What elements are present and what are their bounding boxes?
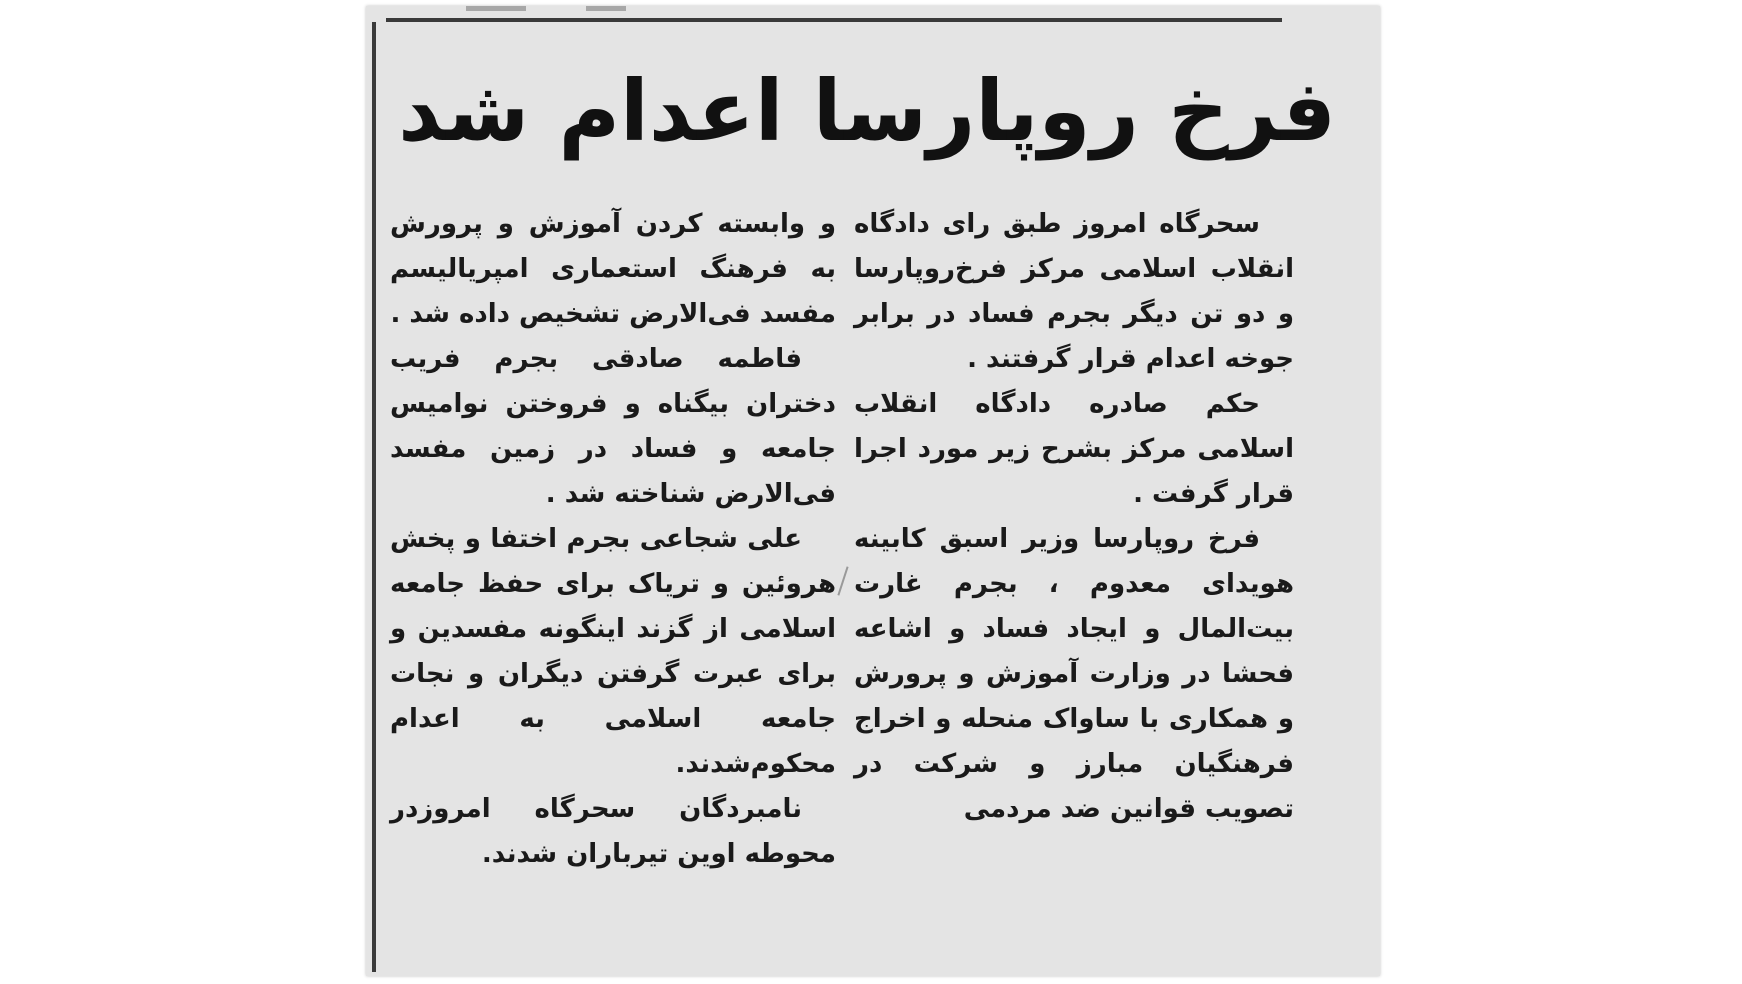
article-column-left: [390, 202, 836, 877]
paragraph: علی شجاعی بجرم اختفا و پخش هروئین و تریاک برای حفظ جامعه اسلامی از گزند اینگونه مفسدین و برای عبرت گرفتن دیگران و نجات جامعه اسلامی به اعدام محکوم‌شدند.: [390, 524, 836, 779]
paragraph: سحرگاه امروز طبق رای دادگاه انقلاب اسلامی مرکز فرخ‌روپارسا و دو تن دیگر بجرم فساد در برابر جوخه اعدام قرار گرفتند .: [854, 209, 1294, 374]
headline: فرخ روپارسا اعدام شد: [398, 62, 1336, 160]
paragraph: و وابسته کردن آموزش و پرورش به فرهنگ استعماری امپریالیسم مفسد فی‌الارض تشخیص داده شد .: [390, 209, 836, 329]
torn-top-edge: [466, 6, 526, 11]
paragraph: فرخ روپارسا وزیر اسبق کابینه هویدای معدوم ، بجرم غارت بیت‌المال و ایجاد فساد و اشاعه فحشا در وزارت آموزش و پرورش و همکاری با ساواک منحله و اخراج فرهنگیان مبارز و شرکت در تصویب قوانین ضد مردمی: [854, 524, 1294, 824]
left-rule: [372, 22, 376, 972]
column-divider-mark: [837, 566, 848, 595]
article-column-right: [854, 202, 1294, 832]
paragraph: حکم صادره دادگاه انقلاب اسلامی مرکز بشرح زیر مورد اجرا قرار گرفت .: [854, 389, 1294, 509]
newspaper-clipping: [366, 6, 1380, 976]
top-rule: [386, 18, 1282, 22]
torn-top-edge: [586, 6, 626, 11]
paragraph: نامبردگان سحرگاه امروزدر محوطه اوین تیرباران شدند.: [390, 794, 836, 869]
paragraph: فاطمه صادقی بجرم فریب دختران بیگناه و فروختن نوامیس جامعه و فساد در زمین مفسد فی‌الارض شناخته شد .: [390, 344, 836, 509]
